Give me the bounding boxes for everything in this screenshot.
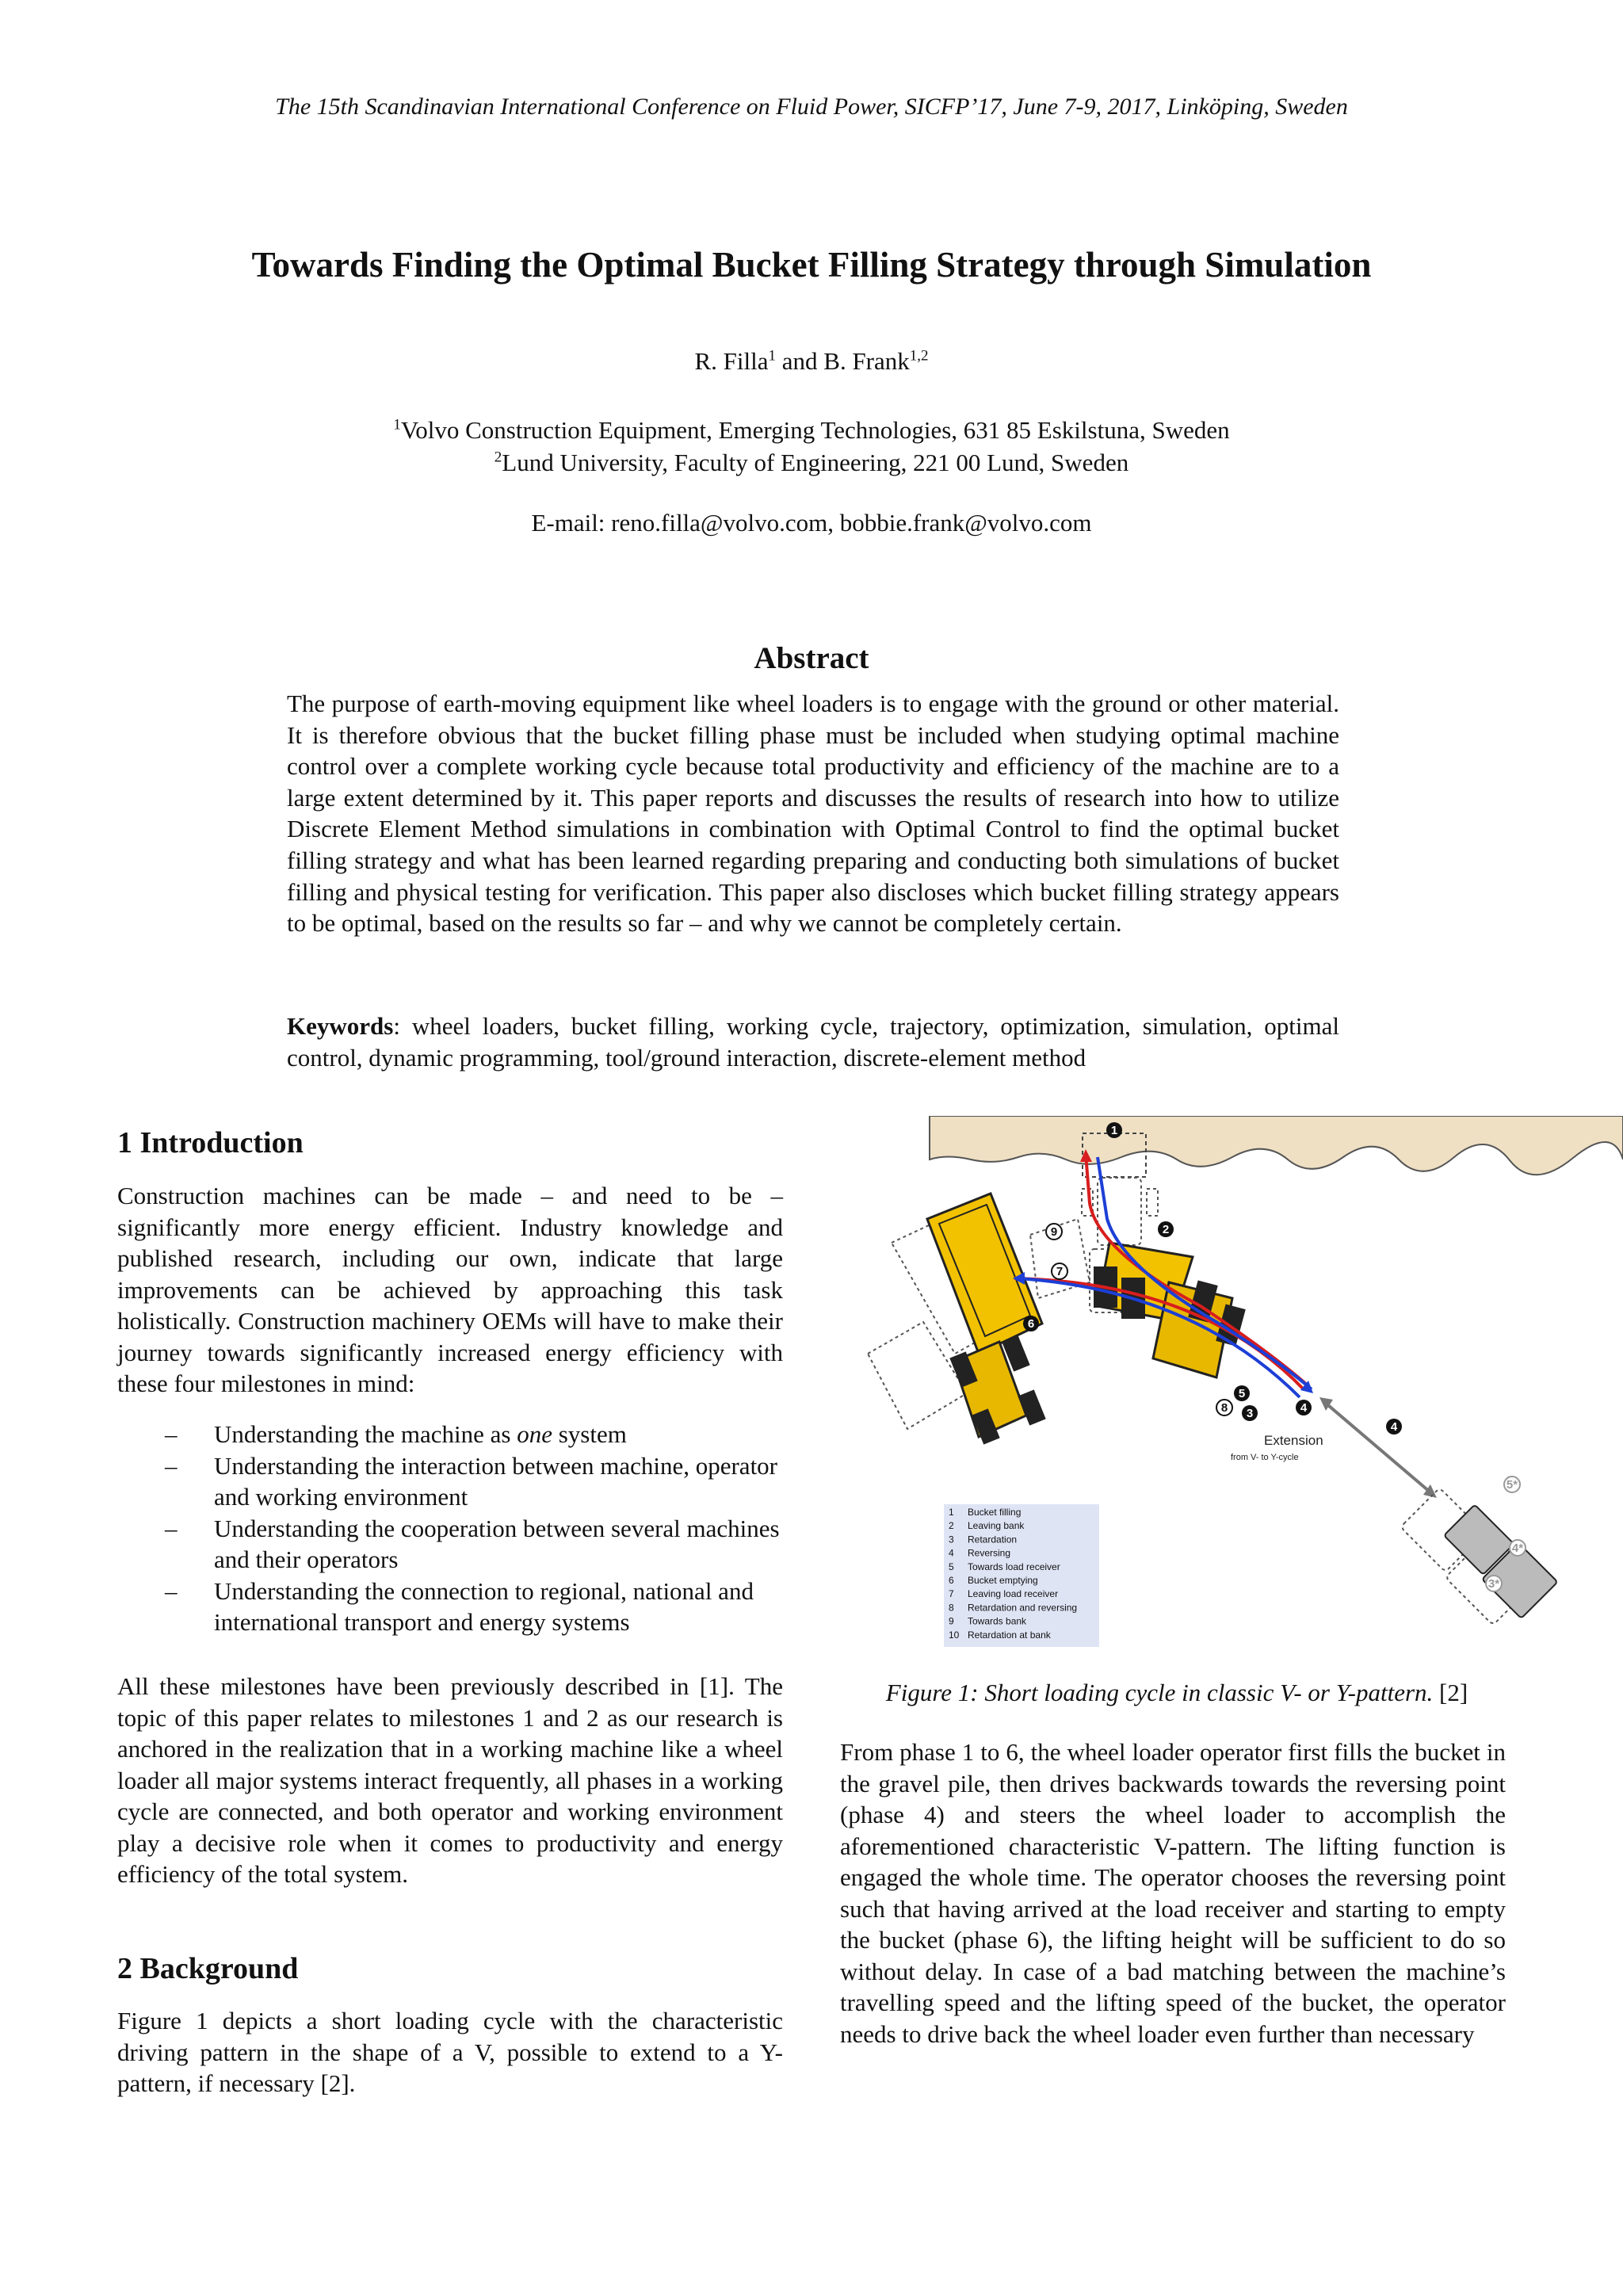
- section-1-paragraph-2: All these milestones have been previously described in [1]. The topic of this paper relates to milestones 1 and 2 as our research is anchored in the realization that in a working machine like a wheel loader all major systems interact frequently, all phases in a working cycle are connected, and both operator and working environment play a decisive role when it comes to productivity and energy efficiency of the total system.: [117, 1672, 783, 1888]
- legend-label: Retardation at bank: [968, 1629, 1051, 1641]
- figure-legend: [944, 1504, 1099, 1647]
- legend-number: 3: [949, 1534, 954, 1545]
- keywords-text: : wheel loaders, bucket filling, working cycle, trajectory, optimization, simulation, optimal control, dynamic programming, tool/ground interaction, discrete-element method: [287, 1012, 1339, 1072]
- author-conjunction: and: [776, 347, 824, 375]
- extension-sublabel: from V- to Y-cycle: [1231, 1453, 1299, 1462]
- affiliation-2: [0, 446, 1623, 479]
- author-2-affil: 1,2: [909, 347, 929, 365]
- affiliation-1: [0, 414, 1623, 446]
- legend-number: 5: [949, 1561, 954, 1572]
- extension-arrow: [1323, 1401, 1430, 1492]
- affiliations: [0, 414, 1623, 479]
- author-2: B. Frank: [823, 347, 910, 375]
- legend-label: Towards load receiver: [968, 1561, 1060, 1572]
- legend-number: 8: [949, 1602, 954, 1614]
- section-1-heading: 1 Introduction: [117, 1126, 304, 1159]
- figure-1-diagram: [860, 1116, 1623, 1655]
- paper-title: Towards Finding the Optimal Bucket Filling Strategy through Simulation: [251, 245, 1372, 285]
- milestone-text: system: [552, 1420, 627, 1448]
- legend-label: Towards bank: [968, 1615, 1027, 1627]
- loader-extended: [1441, 1502, 1557, 1618]
- extension-label: Extension: [1264, 1433, 1323, 1448]
- list-dash: –: [165, 1576, 178, 1605]
- legend-label: Retardation: [968, 1534, 1018, 1545]
- svg-text:8: 8: [1220, 1401, 1228, 1415]
- svg-text:4: 4: [1300, 1401, 1308, 1415]
- legend-label: Retardation and reversing: [968, 1602, 1078, 1614]
- svg-text:5*: 5*: [1506, 1478, 1518, 1492]
- caption-text: Figure 1: Short loading cycle in classic V- or Y-pattern.: [885, 1679, 1434, 1706]
- keywords: [287, 1010, 1339, 1074]
- svg-text:4*: 4*: [1511, 1541, 1524, 1555]
- svg-text:7: 7: [1056, 1265, 1064, 1278]
- milestone-text: Understanding the connection to regional, national and international transport and energy systems: [214, 1576, 754, 1636]
- section-2-paragraph-1: Figure 1 depicts a short loading cycle with the characteristic driving pattern in the shape of a V, possible to extend to a Y-pattern, if necessary [2].: [117, 2007, 783, 2097]
- gravel-pile: [930, 1116, 1623, 1175]
- milestone-emphasis: one: [517, 1420, 552, 1448]
- milestone-item: [117, 1513, 783, 1576]
- caption-citation: [2]: [1433, 1679, 1468, 1706]
- svg-text:3: 3: [1246, 1407, 1254, 1420]
- legend-label: Leaving bank: [968, 1520, 1025, 1532]
- milestone-text: Understanding the cooperation between several machines and their operators: [214, 1514, 780, 1573]
- list-dash: –: [165, 1420, 178, 1448]
- svg-text:4: 4: [1390, 1420, 1398, 1434]
- milestone-list: [117, 1419, 783, 1638]
- author-line: [0, 347, 1623, 376]
- legend-label: Reversing: [968, 1547, 1011, 1559]
- author-1-affil: 1: [768, 347, 776, 365]
- milestone-item: [117, 1419, 783, 1450]
- legend-number: 4: [949, 1547, 954, 1559]
- contact-email: E-mail: reno.filla@volvo.com, bobbie.frank@volvo.com: [531, 509, 1092, 537]
- section-2-heading: 2 Background: [117, 1952, 299, 1985]
- svg-text:2: 2: [1162, 1223, 1170, 1236]
- list-dash: –: [165, 1451, 178, 1480]
- legend-label: Leaving load receiver: [968, 1588, 1059, 1600]
- figure-1-caption: [840, 1679, 1514, 1707]
- milestone-text: Understanding the interaction between machine, operator and working environment: [214, 1451, 778, 1511]
- author-1: R. Filla: [694, 347, 769, 375]
- milestone-text: Understanding the machine as: [214, 1420, 517, 1448]
- legend-number: 9: [949, 1615, 954, 1627]
- svg-text:5: 5: [1238, 1387, 1246, 1400]
- svg-text:3*: 3*: [1487, 1577, 1500, 1591]
- affiliation-1-text: Volvo Construction Equipment, Emerging Technologies, 631 85 Eskilstuna, Sweden: [400, 416, 1230, 444]
- right-column-paragraph: From phase 1 to 6, the wheel loader operator first fills the bucket in the gravel pile, then drives backwards towards the reversing point (phase 4) and steers the wheel loader to accomplish the aforementioned characteristic V-pattern. The lifting function is engaged the whole time. The operator chooses the reversing point such that having arrived at the load receiver and starting to empty the bucket (phase 6), the lifting height will be sufficient to do so without delay. In case of a bad matching between the machine’s travelling speed and the lifting speed of the bucket, the operator needs to drive back the wheel loader even further than necessary: [840, 1738, 1506, 2048]
- legend-number: 7: [949, 1588, 954, 1600]
- list-dash: –: [165, 1514, 178, 1542]
- affiliation-2-text: Lund University, Faculty of Engineering, 221 00 Lund, Sweden: [502, 449, 1129, 476]
- svg-text:6: 6: [1027, 1317, 1035, 1331]
- affiliation-2-sup: 2: [494, 449, 502, 466]
- legend-number: 10: [949, 1629, 960, 1641]
- legend-number: 1: [949, 1507, 954, 1518]
- milestone-item: [117, 1450, 783, 1513]
- legend-number: 2: [949, 1520, 954, 1532]
- abstract-heading: Abstract: [754, 641, 869, 675]
- running-header: The 15th Scandinavian International Conference on Fluid Power, SICFP’17, June 7-9, 2017, Linköping, Sweden: [275, 94, 1348, 120]
- legend-number: 6: [949, 1575, 954, 1586]
- milestone-item: [117, 1576, 783, 1638]
- abstract-text: The purpose of earth-moving equipment like wheel loaders is to engage with the ground or other material. It is therefore obvious that the bucket filling phase must be included when studying optimal machine control over a complete working cycle because total productivity and efficiency of the machine are to a large extent determined by it. This paper reports and discusses the results of research into how to utilize Discrete Element Method simulations in combination with Optimal Control to find the optimal bucket filling strategy and what has been learned regarding preparing and conducting both simulations of bucket filling and physical testing for verification. This paper also discloses which bucket filling strategy appears to be optimal, based on the results so far – and why we cannot be completely certain.: [287, 690, 1339, 938]
- legend-label: Bucket filling: [968, 1507, 1022, 1518]
- section-1-paragraph-1: Construction machines can be made – and need to be – significantly more energy efficient. Industry knowledge and published research, including our own, indicate that large improvements can be achieved by approaching this task holistically. Construction machinery OEMs will have to make their journey towards significantly increased energy efficiency with these four milestones in mind:: [117, 1182, 783, 1397]
- affiliation-1-sup: 1: [393, 416, 401, 434]
- keywords-label: Keywords: [287, 1012, 394, 1040]
- legend-label: Bucket emptying: [968, 1575, 1038, 1586]
- svg-text:9: 9: [1050, 1225, 1058, 1239]
- svg-text:1: 1: [1110, 1124, 1118, 1137]
